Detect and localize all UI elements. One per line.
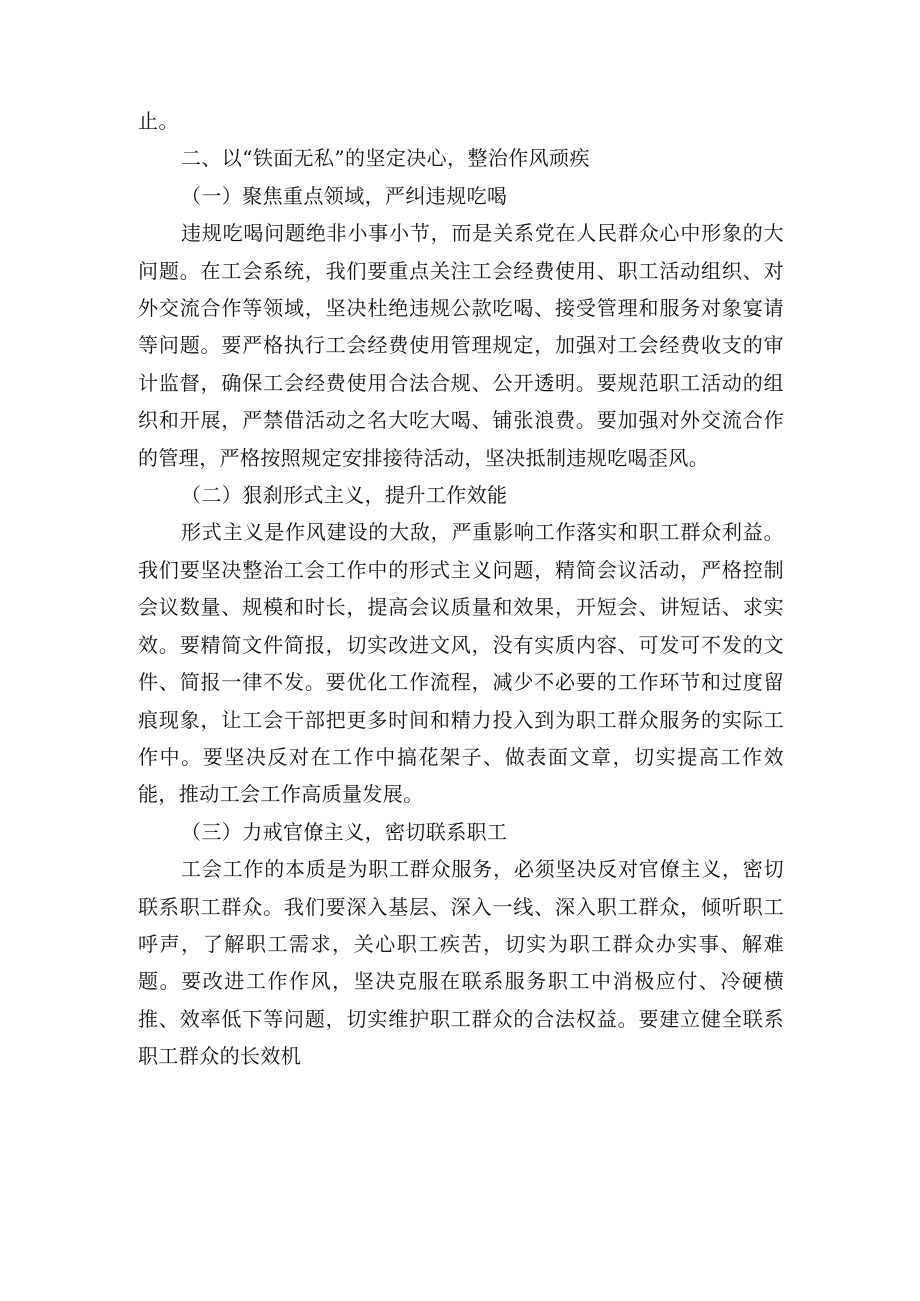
body-paragraph-3: 工会工作的本质是为职工群众服务，必须坚决反对官僚主义，密切联系职工群众。我们要深入基层、深入一线、深入职工群众，倾听职工呼声，了解职工需求，关心职工疾苦，切实为职工群众办实事、解难题。要改进工作作风，坚决克服在联系服务职工中消极应付、冷硬横推、效率低下等问题，切实维护职工群众的合法权益。要建立健全联系职工群众的长效机 [138,857,784,1069]
subsection-heading-2: （二）狠刹形式主义，提升工作效能 [181,483,508,508]
body-paragraph-2: 形式主义是作风建设的大敌，严重影响工作落实和职工群众利益。我们要坚决整治工会工作中的形式主义问题，精简会议活动，严格控制会议数量、规模和时长，提高会议质量和效果，开短会、讲短话、求实效。要精简文件简报，切实改进文风，没有实质内容、可发可不发的文件、简报一律不发。要优化工作流程，减少不必要的工作环节和过度留痕现象，让工会干部把更多时间和精力投入到为职工群众服务的实际工作中。要坚决反对在工作中搞花架子、做表面文章，切实提高工作效能，推动工会工作高质量发展。 [138,520,784,807]
document-body [138,103,784,1076]
section-heading: 二、以“铁面无私”的坚定决心，整治作风顽疾 [181,146,590,171]
subsection-heading-3: （三）力戒官僚主义，密切联系职工 [181,819,508,844]
subsection-heading-1: （一）聚焦重点领域，严纠违规吃喝 [181,183,508,208]
body-paragraph-1: 违规吃喝问题绝非小事小节，而是关系党在人民群众心中形象的大问题。在工会系统，我们要重点关注工会经费使用、职工活动组织、对外交流合作等领域，坚决杜绝违规公款吃喝、接受管理和服务对象宴请等问题。要严格执行工会经费使用管理规定，加强对工会经费收支的审计监督，确保工会经费使用合法合规、公开透明。要规范职工活动的组织和开展，严禁借活动之名大吃大喝、铺张浪费。要加强对外交流合作的管理，严格按照规定安排接待活动，坚决抵制违规吃喝歪风。 [138,221,784,470]
continuation-text: 止。 [138,109,179,133]
